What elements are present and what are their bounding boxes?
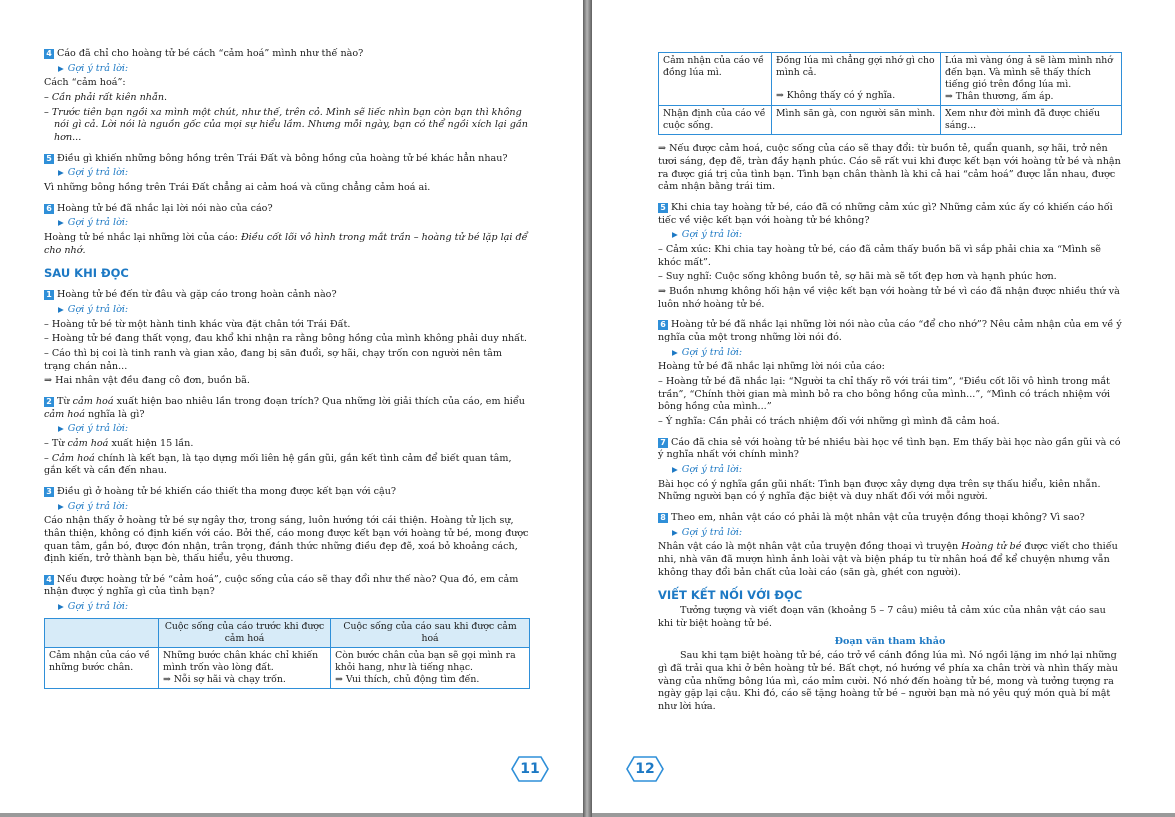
after-question-6 [658, 319, 1122, 428]
triangle-bullet-icon: ▶ [58, 168, 64, 178]
answer-item: – Từ cảm hoá xuất hiện 15 lần. [44, 437, 194, 449]
question-text: Nếu được hoàng tử bé “cảm hoá”, cuộc sống của cáo sẽ thay đổi như thế nào? Qua đó, em cảm nhận được ý nghĩa gì của tình bạn? [44, 573, 519, 598]
table-row-label: Nhận định của cáo về cuộc sống. [659, 106, 772, 135]
after-question-1 [44, 289, 530, 388]
hint-label: ▶ Gợi ý trả lời: [672, 346, 743, 358]
question-text: Điều gì khiến những bông hồng trên Trái Đất và bông hồng của hoàng tử bé khác hẳn nhau? [57, 152, 508, 164]
reference-paragraph: Sau khi tạm biệt hoàng tử bé, cáo trở về cánh đồng lúa mì. Nó ngồi lặng im nhớ lại những gì đã trải qua khi ở bên hoàng tử bé. Bất chợt, nó hướng về phía xa chân trời và nhìn thấy màu vàng của những bông lúa mì, cáo mỉm cười. Nó nhớ đến hoàng tử bé, mong và tưởng tượng ra ngày gặp lại cậu. Khi đó, cáo sẽ tặng hoàng tử bé – người bạn mà nó yêu quý món quà bí mật như lời hứa. [658, 650, 1118, 712]
question-text: Cáo đã chỉ cho hoàng tử bé cách “cảm hoá” mình như thế nào? [57, 48, 364, 59]
triangle-bullet-icon: ▶ [672, 230, 678, 240]
question-text: Hoàng tử bé đến từ đâu và gặp cáo trong hoàn cảnh nào? [57, 289, 337, 301]
hint-label: ▶ Gợi ý trả lời: [672, 463, 743, 475]
table-row [45, 647, 530, 688]
table-header-before: Cuộc sống của cáo trước khi được cảm hoá [159, 618, 331, 647]
question-text: Từ cảm hoá xuất hiện bao nhiêu lần trong đoạn trích? Qua những lời giải thích của cáo, em hiểu cảm hoá nghĩa là gì? [44, 395, 525, 420]
question-number-badge: 2 [44, 397, 54, 407]
table-header-row [45, 618, 530, 647]
answer-text: Hoàng tử bé đã nhắc lại những lời nói của cáo: [658, 361, 885, 373]
table-cell: Những bước chân khác chỉ khiến mình trốn vào lòng đất. ⇒ Nỗi sợ hãi và chạy trốn. [159, 647, 331, 688]
section-heading-after-reading: SAU KHI ĐỌC [44, 266, 129, 281]
left-page [0, 0, 583, 813]
question-number-badge: 5 [658, 203, 668, 213]
question-text: Cáo đã chia sẻ với hoàng tử bé nhiều bài học về tình bạn. Em thấy bài học nào gần gũi và có ý nghĩa nhất với chính mình? [658, 436, 1121, 461]
answer-item: – Cảm hoá chính là kết bạn, là tạo dựng mối liên hệ gần gũi, gắn kết tình cảm để biết quan tâm, gắn kết và cần đến nhau. [44, 452, 512, 477]
writing-task: Tưởng tượng và viết đoạn văn (khoảng 5 – 7 câu) miêu tả cảm xúc của nhân vật cáo sau khi từ biệt hoàng tử bé. [658, 605, 1106, 629]
answer-conclusion: ⇒ Buồn nhưng không hối hận về việc kết bạn với hoàng tử bé vì cáo đã nhận được nhiều thứ và luôn nhớ hoàng tử bé. [658, 286, 1120, 310]
table-cell: Còn bước chân của bạn sẽ gọi mình ra khỏi hang, như là tiếng nhạc. ⇒ Vui thích, chủ động tìm đến. [331, 647, 530, 688]
answer-item: – Hoàng tử bé đang thất vọng, đau khổ khi nhận ra rằng bông hồng của mình không phải duy nhất. [44, 333, 527, 345]
answer-item: – Hoàng tử bé từ một hành tinh khác vừa đặt chân tới Trái Đất. [44, 318, 351, 330]
answer-item: – Cáo thì bị coi là tinh ranh và gian xảo, đang bị săn đuổi, sợ hãi, chạy trốn con người nên tâm trạng chán nản... [44, 347, 502, 372]
page-number-badge [510, 755, 550, 783]
hint-label: ▶ Gợi ý trả lời: [58, 423, 129, 435]
table-row [659, 106, 1122, 135]
left-page-content [44, 48, 530, 689]
answer-item: – Cảm xúc: Khi chia tay hoàng tử bé, cáo đã cảm thấy buồn bã vì sắp phải chia xa “Mình sẽ khóc mất”. [658, 244, 1101, 268]
question-number-badge: 5 [44, 154, 54, 164]
question-number-badge: 6 [44, 204, 54, 214]
hint-label: ▶ Gợi ý trả lời: [672, 526, 743, 538]
answer-item: – Trước tiên bạn ngồi xa mình một chút, như thế, trên cỏ. Mình sẽ liếc nhìn bạn còn bạn thì không nói gì cả. Lời nói là nguồn gốc của mọi sự hiểu lầm. Nhưng mỗi ngày, bạn có thể ngồi xích lại gần hơn... [44, 106, 528, 143]
comparison-table [44, 618, 530, 689]
page-number: 11 [520, 761, 540, 777]
triangle-bullet-icon: ▶ [672, 527, 678, 537]
hint-label: ▶ Gợi ý trả lời: [58, 167, 129, 179]
question-number-badge: 4 [44, 49, 54, 59]
question-5 [44, 153, 530, 195]
section-heading-writing: VIẾT KẾT NỐI VỚI ĐỌC [658, 588, 803, 603]
table-cell: Xem như đời mình đã được chiếu sáng... [941, 106, 1122, 135]
hint-label: ▶ Gợi ý trả lời: [58, 500, 129, 512]
after-question-4 [44, 574, 530, 689]
hint-label: ▶ Gợi ý trả lời: [58, 304, 129, 316]
after-question-2 [44, 396, 530, 478]
table-row-label: Cảm nhận của cáo về đồng lúa mì. [659, 53, 772, 106]
book-gutter [583, 0, 592, 817]
table-cell: Lúa mì vàng óng ả sẽ làm mình nhớ đến bạn. Và mình sẽ thấy thích tiếng gió trên đồng lúa mì. ⇒ Thân thương, ấm áp. [941, 53, 1122, 106]
table-row-label: Cảm nhận của cáo về những bước chân. [45, 647, 159, 688]
table-cell: Mình săn gà, con người săn mình. [772, 106, 941, 135]
table-header-empty [45, 618, 159, 647]
question-text: Hoàng tử bé đã nhắc lại những lời nói nào của cáo “để cho nhớ”? Nêu cảm nhận của em về ý nghĩa của một trong những lời nói đó. [658, 319, 1122, 343]
question-text: Điều gì ở hoàng tử bé khiến cáo thiết tha mong được kết bạn với cậu? [57, 485, 397, 497]
right-page [592, 0, 1175, 813]
answer-item: – Hoàng tử bé đã nhắc lại: “Người ta chỉ thấy rõ với trái tim”, “Điều cốt lõi vô hình trong mắt trần”, “Chính thời gian mà mình bỏ ra cho bông hồng của mình...”, “Mình có trách nhiệm với bông hồng của mình...” [658, 375, 1111, 413]
answer-text: Cách “cảm hoá”: [44, 77, 126, 89]
triangle-bullet-icon: ▶ [58, 501, 64, 511]
table-header-after: Cuộc sống của cáo sau khi được cảm hoá [331, 618, 530, 647]
page-number: 12 [635, 761, 655, 777]
reference-title: Đoạn văn tham khảo [834, 635, 946, 647]
triangle-bullet-icon: ▶ [58, 305, 64, 315]
after-question-5 [658, 202, 1122, 311]
hint-label: ▶ Gợi ý trả lời: [58, 217, 129, 229]
question-number-badge: 8 [658, 513, 668, 523]
question-number-badge: 4 [44, 575, 54, 585]
answer-text: Bài học có ý nghĩa gần gũi nhất: Tình bạn được xây dựng dựa trên sự thấu hiểu, kiên nhẫn. Những người bạn có ý nghĩa đặc biệt và duy nhất đối với mỗi người. [658, 478, 1101, 503]
after-question-8 [658, 512, 1122, 579]
right-page-content [658, 52, 1122, 714]
triangle-bullet-icon: ▶ [58, 602, 64, 612]
triangle-bullet-icon: ▶ [672, 464, 678, 474]
question-text: Theo em, nhân vật cáo có phải là một nhân vật của truyện đồng thoại không? Vì sao? [671, 511, 1085, 523]
answer-item: – Ý nghĩa: Cần phải có trách nhiệm đối với những gì mình đã cảm hoá. [658, 415, 1000, 427]
hint-label: ▶ Gợi ý trả lời: [58, 601, 129, 613]
question-number-badge: 3 [44, 487, 54, 497]
question-number-badge: 1 [44, 290, 54, 300]
answer-text: Hoàng tử bé nhắc lại những lời của cáo: Điều cốt lõi vô hình trong mắt trần – hoàng tử bé lặp lại để cho nhớ. [44, 231, 528, 256]
triangle-bullet-icon: ▶ [58, 63, 64, 73]
question-number-badge: 6 [658, 320, 668, 330]
answer-text: Nhân vật cáo là một nhân vật của truyện đồng thoại vì truyện Hoàng tử bé được viết cho thiếu nhi, nhà văn đã mượn hình ảnh loài vật và biện pháp tu từ nhân hoá để kể chuyện nhưng vẫn không thay đổi bản chất của loài cáo (săn gà, ghét con người). [658, 541, 1118, 578]
hint-label: ▶ Gợi ý trả lời: [672, 229, 743, 241]
after-question-7 [658, 437, 1122, 504]
hint-label: ▶ Gợi ý trả lời: [58, 62, 129, 74]
page-number-badge [625, 755, 665, 783]
table-row [659, 53, 1122, 106]
triangle-bullet-icon: ▶ [672, 347, 678, 357]
question-text: Khi chia tay hoàng tử bé, cáo đã có những cảm xúc gì? Những cảm xúc ấy có khiến cáo hối tiếc về việc kết bạn với hoàng tử bé không? [658, 202, 1113, 226]
comparison-table-continued [658, 52, 1122, 135]
answer-conclusion: ⇒ Hai nhân vật đều đang cô đơn, buồn bã. [44, 375, 250, 387]
question-4 [44, 48, 530, 145]
answer-item: – Cần phải rất kiên nhẫn. [44, 91, 168, 103]
answer-item: – Suy nghĩ: Cuộc sống không buồn tẻ, sợ hãi mà sẽ tốt đẹp hơn và hạnh phúc hơn. [658, 271, 1057, 283]
question-text: Hoàng tử bé đã nhắc lại lời nói nào của cáo? [57, 202, 273, 214]
after-question-3 [44, 486, 530, 566]
triangle-bullet-icon: ▶ [58, 424, 64, 434]
answer-text: Cáo nhận thấy ở hoàng tử bé sự ngây thơ, trong sáng, luôn hướng tới cái thiện. Hoàng tử lịch sự, thân thiện, không có định kiến với cáo. Bởi thế, cáo mong được kết bạn với hoàng tử bé, mong được quan tâm, gắn bó, được đón nhận, trân trọng, đánh thức những điều đẹp đẽ, xoá bỏ khoảng cách, định kiến, trở thành bạn bè, thấu hiểu, yêu thương. [44, 515, 529, 565]
table-conclusion: ⇒ Nếu được cảm hoá, cuộc sống của cáo sẽ thay đổi: từ buồn tẻ, quẩn quanh, sợ hãi, trở nên tươi sáng, đẹp đẽ, tràn đầy hạnh phúc. Cáo sẽ rất vui khi được kết bạn với hoàng tử bé và nhận ra được giá trị của tình bạn. Tình bạn chân thành là khi cả hai “cảm hoá” được lẫn nhau, được cảm nhận bằng trái tim. [658, 143, 1121, 193]
triangle-bullet-icon: ▶ [58, 218, 64, 228]
question-number-badge: 7 [658, 438, 668, 448]
table-cell: Đồng lúa mì chẳng gợi nhớ gì cho mình cả. ⇒ Không thấy có ý nghĩa. [772, 53, 941, 106]
answer-text: Vì những bông hồng trên Trái Đất chẳng ai cảm hoá và cũng chẳng cảm hoá ai. [44, 181, 431, 193]
question-6 [44, 203, 530, 258]
